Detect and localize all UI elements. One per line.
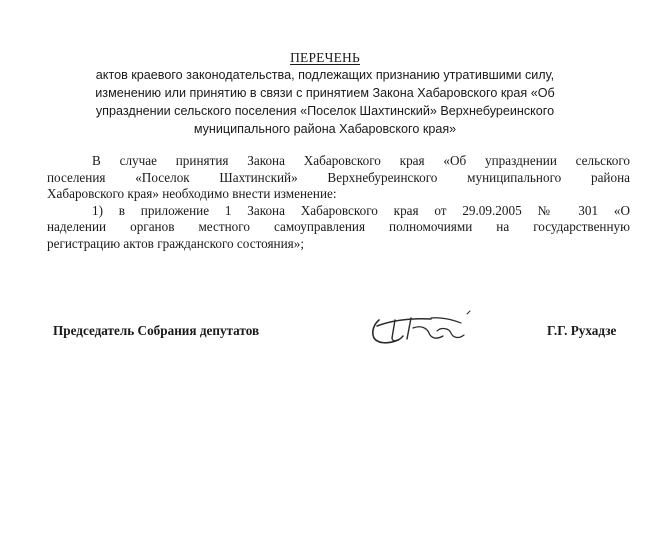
signatory-position: Председатель Собрания депутатов	[53, 323, 260, 338]
subtitle-line: изменению или принятию в связи с принятием Закона Хабаровского края «Об	[95, 86, 555, 100]
subtitle-line: муниципального района Хабаровского края»	[193, 122, 457, 136]
body-line: В случае принятия Закона Хабаровского края «Об упразднении сельского	[92, 153, 630, 168]
subtitle-line: упразднении сельского поселения «Поселок Шахтинский» Верхнебуреинского	[95, 104, 555, 118]
handwritten-signature	[365, 306, 475, 348]
body-line: наделении органов местного самоуправления полномочиями на государственную	[47, 219, 630, 234]
signatory-name: Г.Г. Рухадзе	[547, 323, 617, 338]
document-title: ПЕРЕЧЕНЬ	[290, 50, 360, 65]
body-line: поселения «Поселок Шахтинский» Верхнебуреинского муниципального района	[47, 169, 630, 185]
body-line: 1) в приложение 1 Закона Хабаровского края от 29.09.2005 № 301 «О	[92, 202, 630, 218]
document-subtitle	[60, 66, 590, 138]
body-line: регистрацию актов гражданского состояния»;	[47, 235, 305, 251]
document-body	[47, 153, 630, 252]
subtitle-line: актов краевого законодательства, подлежащих признанию утратившими силу,	[95, 68, 555, 82]
body-line: Хабаровского края» необходимо внести изменение:	[47, 186, 337, 201]
